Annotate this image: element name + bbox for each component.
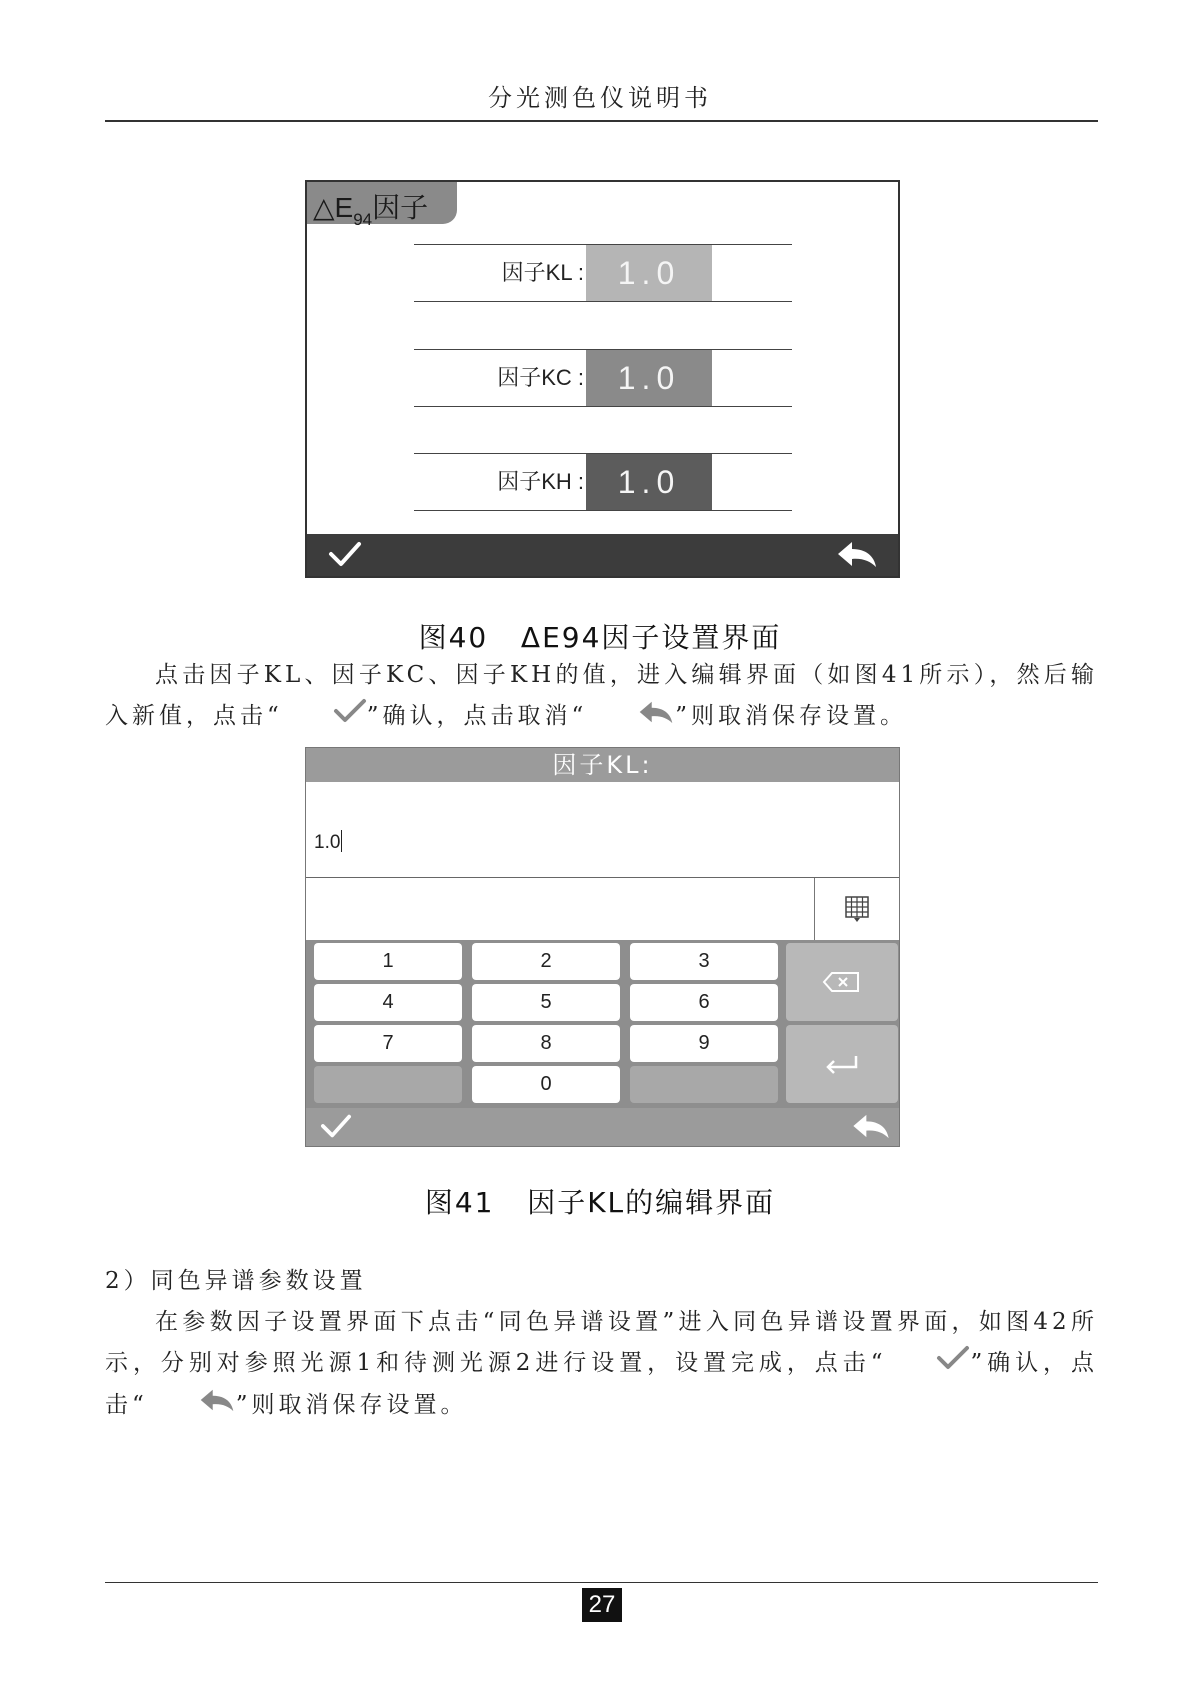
factor-kh-value[interactable]: 1.0 <box>586 454 712 510</box>
confirm-check-icon[interactable] <box>318 1111 354 1145</box>
factor-row-kl <box>414 244 792 302</box>
factor-kc-value[interactable]: 1.0 <box>586 350 712 406</box>
factor-kl-label: 因子KL : <box>501 260 584 285</box>
delta-e94-screen <box>305 180 900 578</box>
tab-title-suffix: 因子 <box>372 192 429 223</box>
inline-back-icon <box>148 1385 236 1426</box>
para2-part3: ”则取消保存设置。 <box>235 1391 468 1418</box>
confirm-check-icon[interactable] <box>327 538 363 574</box>
key-6[interactable]: 6 <box>630 984 778 1021</box>
para2-part1: 在参数因子设置界面下点击“同色异谱设置”进入同色异谱设置界面，如图42所示，分别对参照光源1和待测光源2进行设置，设置完成，点击“ <box>105 1309 1098 1376</box>
factor-row-kh <box>414 453 792 511</box>
figure-40-caption-text: ΔE94因子设置界面 <box>520 621 782 654</box>
enter-key[interactable] <box>786 1025 898 1103</box>
edit-title-bar: 因子KL: <box>306 748 899 782</box>
tab-title-subscript: 94 <box>353 210 373 229</box>
back-arrow-icon[interactable] <box>836 540 878 572</box>
key-3[interactable]: 3 <box>630 943 778 980</box>
value-input-field[interactable] <box>306 782 899 878</box>
para1-part3: ”则取消保存设置。 <box>675 703 908 729</box>
edit-bottom-toolbar <box>306 1108 899 1146</box>
backspace-icon <box>822 977 862 999</box>
key-5[interactable]: 5 <box>472 984 620 1021</box>
page-number: 27 <box>582 1588 622 1622</box>
tab-title-prefix: △E <box>313 192 354 223</box>
key-blank-right <box>630 1066 778 1103</box>
paragraph-metamerism <box>105 1302 1098 1426</box>
key-1[interactable]: 1 <box>314 943 462 980</box>
key-2[interactable]: 2 <box>472 943 620 980</box>
factor-row-kc <box>414 349 792 407</box>
back-arrow-icon[interactable] <box>851 1113 891 1143</box>
candidate-separator <box>814 878 815 940</box>
para2-part2: ”确认，点击“ <box>105 1350 1098 1418</box>
enter-icon <box>822 1059 862 1081</box>
keyboard-icon[interactable] <box>843 895 871 927</box>
figure-41-number: 图41 <box>424 1186 495 1219</box>
key-9[interactable]: 9 <box>630 1025 778 1062</box>
para1-part1: 点击因子KL、因子KC、因子KH的值，进入编辑界面（如图41所示），然后输入新值，点击“ <box>105 662 1098 729</box>
figure-41-caption <box>0 1181 1200 1221</box>
header-title: 分光测色仪说明书 <box>488 84 712 112</box>
factor-kl-value[interactable]: 1.0 <box>586 245 712 301</box>
inline-check-icon <box>283 697 367 738</box>
footer-rule <box>105 1582 1098 1583</box>
figure-40-caption <box>0 616 1200 656</box>
header-rule <box>105 120 1098 122</box>
input-value-text: 1.0 <box>314 832 341 853</box>
backspace-key[interactable] <box>786 943 898 1021</box>
para1-part2: ”确认，点击取消“ <box>366 703 588 729</box>
inline-back-icon <box>587 697 675 738</box>
figure-40-number: 图40 <box>418 621 489 654</box>
factor-kc-label: 因子KC : <box>497 365 584 390</box>
key-0[interactable]: 0 <box>472 1066 620 1103</box>
text-caret <box>341 830 342 852</box>
bottom-toolbar <box>307 534 898 576</box>
candidate-bar <box>306 878 899 940</box>
numeric-keypad <box>306 940 899 1108</box>
figure-41-caption-text: 因子KL的编辑界面 <box>527 1186 776 1219</box>
key-blank-left <box>314 1066 462 1103</box>
factor-kl-edit-screen <box>305 747 900 1147</box>
key-7[interactable]: 7 <box>314 1025 462 1062</box>
inline-check-icon <box>886 1344 970 1385</box>
screen-title-tab <box>307 182 457 229</box>
paragraph-edit-factor <box>105 655 1098 738</box>
key-8[interactable]: 8 <box>472 1025 620 1062</box>
factor-kh-label: 因子KH : <box>497 469 584 494</box>
section-heading: 2）同色异谱参数设置 <box>105 1268 367 1294</box>
key-4[interactable]: 4 <box>314 984 462 1021</box>
